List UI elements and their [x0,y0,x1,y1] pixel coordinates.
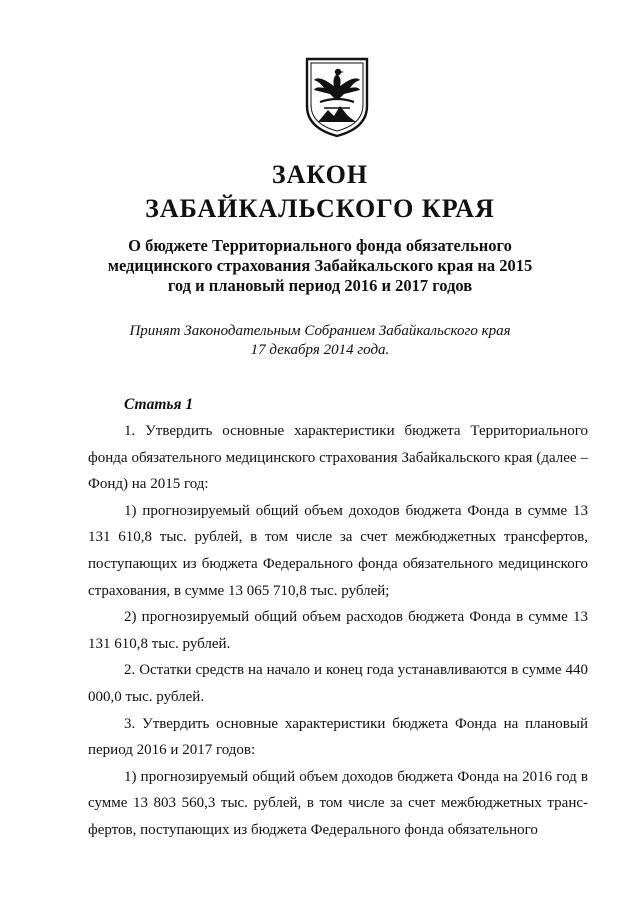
adoption-date: 17 декабря 2014 года. [250,342,390,358]
law-title: ЗАКОН [271,160,369,189]
paragraph: 1) прогнозируемый общий объем доходов бюджета Фонда в сумме 13 131 610,8 тыс. рублей, в том числе за счет межбюджетных трансфертов, поступающих из бюджета Федерального фонда обязательного медицинского страхования, в сумме 13 065 710,8 тыс. рублей; [88,502,588,599]
paragraph: 2. Остатки средств на начало и конец года устанавливаются в сумме 440 000,0 тыс. рублей. [88,662,588,705]
adoption-body: Принят Законодательным Собранием Забайкальского края [129,323,511,339]
law-region-title: ЗАБАЙКАЛЬСКОГО КРАЯ [145,194,495,223]
law-subject: О бюджете Территориального фонда обязательного медицинского страхования Забайкальского края на 2015 год и плановый период 2016 и 2017 годов [107,236,533,295]
paragraph: 3. Утвердить основные характеристики бюджета Фонда на плановый период 2016 и 2017 годов: [88,715,588,759]
paragraph: 1) прогнозируемый общий объем доходов бюджета Фонда на 2016 год в сумме 13 803 560,3 тыс. рублей, в том числе за счет межбюджетных транс-фертов, поступающих из бюджета Федерального фонда обязательного [88,768,588,838]
article-heading: Статья 1 [124,396,194,413]
paragraph: 2) прогнозируемый общий объем расходов бюджета Фонда в сумме 13 131 610,8 тыс. рублей. [88,609,588,652]
paragraph: 1. Утвердить основные характеристики бюджета Территориального фонда обязательного медицинского страхования Забайкальского края (далее – Фонд) на 2015 год: [88,423,588,493]
article-body [88,418,588,844]
adoption-note [80,322,560,360]
coat-of-arms-icon [304,56,370,138]
